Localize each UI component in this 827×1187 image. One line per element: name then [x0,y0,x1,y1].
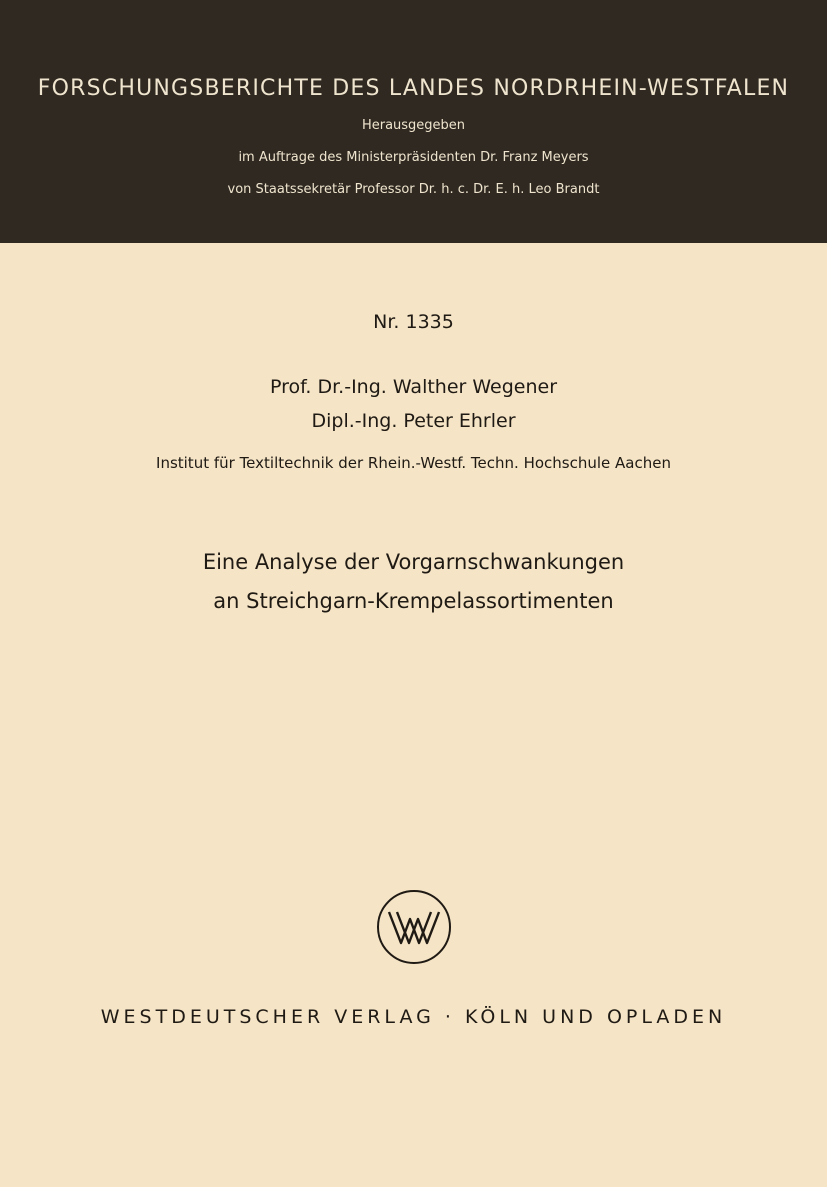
institute: Institut für Textiltechnik der Rhein.-Westf. Techn. Hochschule Aachen [156,454,671,472]
editor-line: im Auftrage des Ministerpräsidenten Dr. Franz Meyers [238,150,589,165]
book-title-line: Eine Analyse der Vorgarnschwankungen [202,550,625,574]
author-name: Dipl.-Ing. Peter Ehrler [311,410,516,432]
book-title-line: an Streichgarn-Krempelassortimenten [213,589,614,613]
report-number: Nr. 1335 [373,311,454,333]
editor-line: Herausgegeben [361,118,466,133]
series-title: FORSCHUNGSBERICHTE DES LANDES NORDRHEIN-WESTFALEN [37,76,790,101]
header-band [0,0,827,243]
publisher-logo-icon [375,888,453,966]
publisher-name: WESTDEUTSCHER VERLAG · KÖLN UND OPLADEN [100,1006,727,1028]
editor-line: von Staatssekretär Professor Dr. h. c. Dr. E. h. Leo Brandt [227,182,600,197]
author-name: Prof. Dr.-Ing. Walther Wegener [269,376,558,398]
